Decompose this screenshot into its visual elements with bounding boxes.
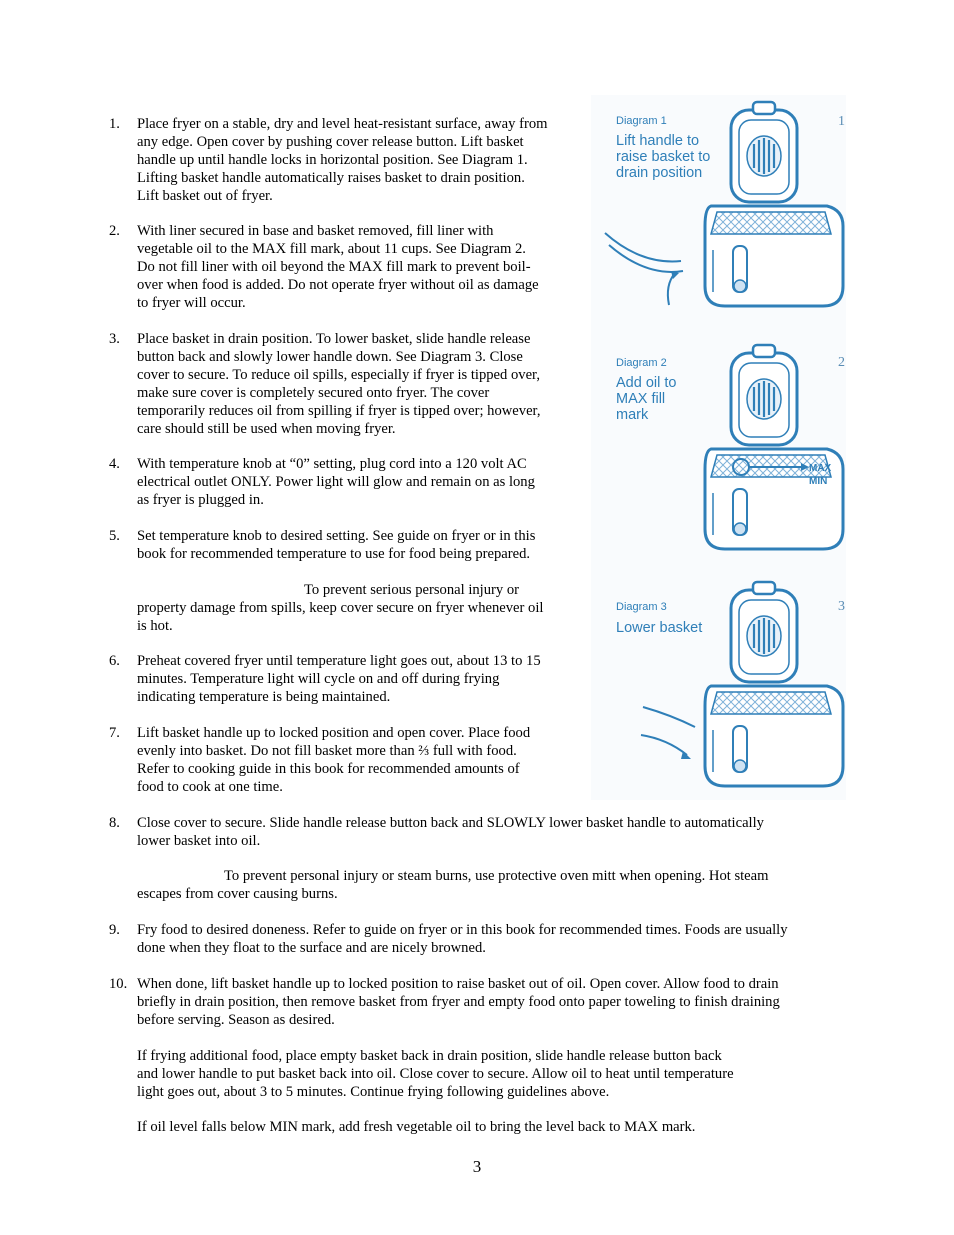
oil-level-paragraph: If oil level falls below MIN mark, add fresh vegetable oil to bring the level back to MAX mark. bbox=[137, 1119, 696, 1135]
fryer-lower-basket-illustration bbox=[705, 582, 843, 786]
step-2-number: 2. bbox=[109, 223, 120, 239]
diagram-3-number: 3 bbox=[838, 599, 845, 614]
hand-outline-lower bbox=[609, 245, 683, 272]
diagram-2-caption-line-1: Add oil to bbox=[616, 375, 677, 391]
step-3-text: Place basket in drain position. To lower basket, slide handle release button back and slowly lower handle down. See Diagram 3. Close cover to secure. To reduce oil spills, especially if fryer is tipped over, make sure cover is completely secured onto fryer. The cover temporarily reduces oil from spilling if fryer is tipped over; however, care should still be used when moving fryer. bbox=[137, 331, 541, 437]
diagram-3-title: Diagram 3 bbox=[616, 601, 667, 613]
step-4-number: 4. bbox=[109, 456, 120, 472]
step-4-text: With temperature knob at “0” setting, plug cord into a 120 volt AC electrical outlet ONLY. Power light will glow and remain on as long as fryer is plugged in. bbox=[137, 456, 535, 508]
step-2-text: With liner secured in base and basket removed, fill liner with vegetable oil to the MAX fill mark, about 11 cups. See Diagram 2. Do not fill liner with oil beyond the MAX fill mark to prevent boil- over when food is added. Do not operate fryer without oil as damage to fryer will occur. bbox=[137, 223, 539, 311]
step-8-text: Close cover to secure. Slide handle release button back and SLOWLY lower basket handle to automatically lower basket into oil. bbox=[137, 815, 764, 849]
step-1-text: Place fryer on a stable, dry and level heat-resistant surface, away from any edge. Open cover by pushing cover release button. Lift basket handle up until handle locks in horizontal position. See Diagram 1. Lifting basket handle automatically raises basket to drain position. Lift basket out of fryer. bbox=[137, 116, 548, 204]
step-9-number: 9. bbox=[109, 922, 120, 938]
diagram-1-caption-line-1: Lift handle to bbox=[616, 133, 700, 149]
additional-food-paragraph: If frying additional food, place empty basket back in drain position, slide handle release button back and lower handle to put basket back into oil. Close cover to secure. Allow oil to heat until temperature light goes out, about 3 to 5 minutes. Continue frying following guidelines above. bbox=[137, 1048, 734, 1100]
diagram-2 bbox=[616, 345, 845, 549]
fryer-oil-fill-illustration bbox=[705, 345, 843, 549]
step-6-number: 6. bbox=[109, 653, 120, 669]
fryer-diagrams bbox=[591, 95, 846, 800]
diagram-3 bbox=[616, 582, 845, 786]
step-9-text: Fry food to desired doneness. Refer to guide on fryer or in this book for recommended times. Foods are usually done when they float to the surface and are nicely browned. bbox=[137, 922, 788, 956]
step-3-number: 3. bbox=[109, 331, 120, 347]
step-5-text: Set temperature knob to desired setting. See guide on fryer or in this book for recommended temperature to use for food being prepared. bbox=[137, 528, 536, 562]
hand-outline-diagram-3 bbox=[643, 707, 695, 727]
diagram-1-caption-line-3: drain position bbox=[616, 165, 703, 181]
hand-outline bbox=[605, 233, 681, 261]
diagram-3-caption-line-1: Lower basket bbox=[616, 620, 703, 636]
fryer-open-lid-illustration bbox=[705, 102, 843, 306]
diagram-2-title: Diagram 2 bbox=[616, 357, 667, 369]
max-mark-label: MAX bbox=[809, 463, 832, 474]
diagram-2-number: 2 bbox=[838, 355, 845, 370]
diagram-1 bbox=[605, 102, 845, 306]
lower-arrow-icon bbox=[641, 735, 687, 755]
diagram-1-number: 1 bbox=[838, 114, 845, 129]
diagram-2-caption-line-2: MAX fill bbox=[616, 391, 666, 407]
min-mark-label: MIN bbox=[809, 476, 828, 487]
step-5-number: 5. bbox=[109, 528, 120, 544]
diagrams-panel bbox=[591, 95, 846, 800]
step-7-number: 7. bbox=[109, 725, 120, 741]
step-10-number: 10. bbox=[109, 976, 128, 992]
caution-note-2: To prevent personal injury or steam burns, use protective oven mitt when opening. Hot steam escapes from cover causing burns. bbox=[137, 868, 769, 902]
step-7-text: Lift basket handle up to locked position and open cover. Place food evenly into basket. Do not fill basket more than ⅔ full with food. Refer to cooking guide in this book for recommended amounts of food to cook at one time. bbox=[137, 725, 531, 795]
step-6-text: Preheat covered fryer until temperature light goes out, about 13 to 15 minutes. Temperature light will cycle on and off during frying indicating temperature is being maintained. bbox=[137, 653, 541, 705]
diagram-2-caption-line-3: mark bbox=[616, 407, 649, 423]
diagram-1-title: Diagram 1 bbox=[616, 115, 667, 127]
caution-note-1: To prevent serious personal injury or property damage from spills, keep cover secure on fryer whenever oil is hot. bbox=[137, 582, 544, 634]
diagram-1-caption-line-2: raise basket to bbox=[616, 149, 711, 165]
step-1-number: 1. bbox=[109, 116, 120, 132]
step-8-number: 8. bbox=[109, 815, 120, 831]
page-number: 3 bbox=[472, 1157, 482, 1176]
step-10-text: When done, lift basket handle up to locked position to raise basket out of oil. Open cover. Allow food to drain briefly in drain position, then remove basket from fryer and empty food onto paper toweling to finish draining before serving. Season as desired. bbox=[137, 976, 780, 1028]
